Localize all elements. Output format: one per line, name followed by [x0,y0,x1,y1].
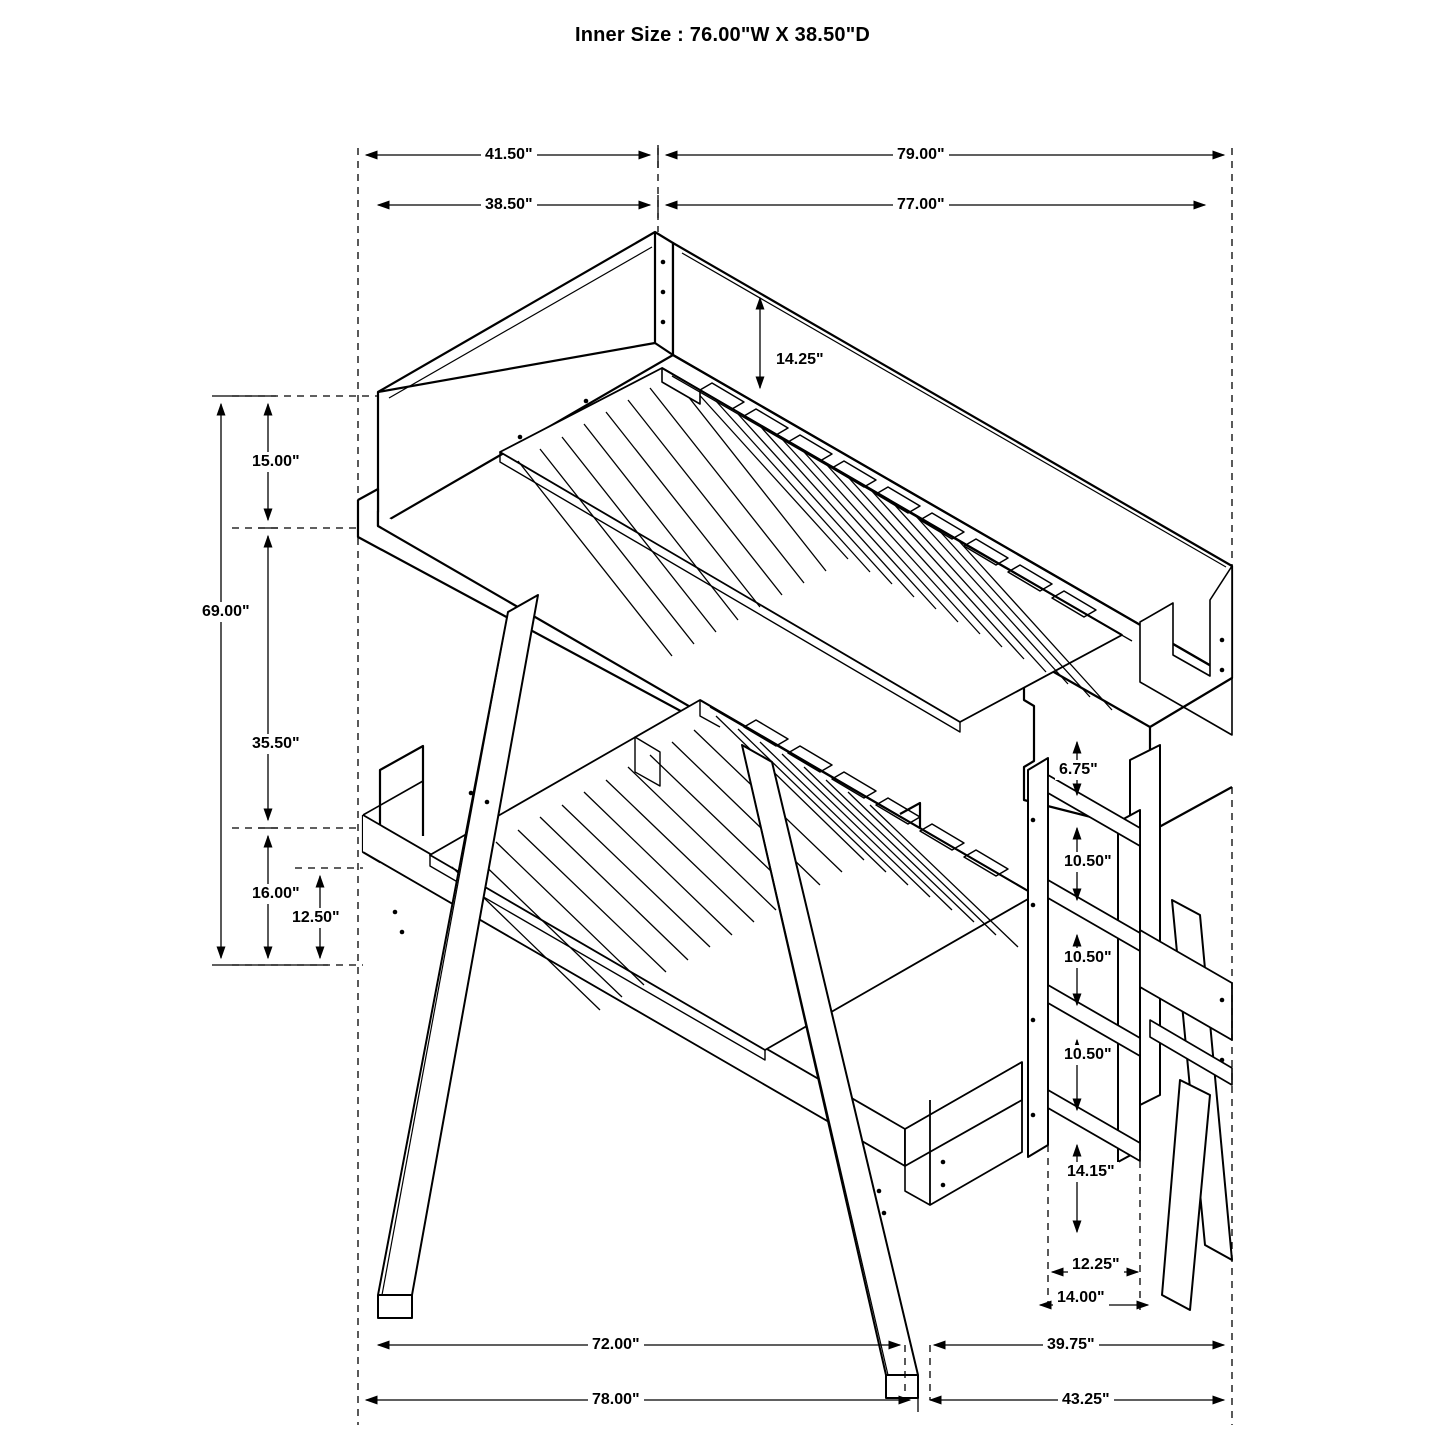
dim-ladder-step-1: 10.50" [1060,852,1116,872]
dim-ladder-bottom-height: 14.15" [1063,1162,1119,1182]
dim-upper-deck-height: 35.50" [248,734,304,754]
dim-bottom-right-outer: 43.25" [1058,1390,1114,1410]
dim-bottom-right-inner: 39.75" [1043,1335,1099,1355]
dim-top-inner-right: 77.00" [893,195,949,215]
dim-upper-guard-clearance: 14.25" [772,350,828,370]
dim-overall-height: 69.00" [198,602,254,622]
dim-lower-deck-height: 12.50" [288,908,344,928]
dim-bottom-left-inner: 72.00" [588,1335,644,1355]
dim-lower-rail-height: 16.00" [248,884,304,904]
dim-ladder-step-3: 10.50" [1060,1045,1116,1065]
dim-top-outer-left: 41.50" [481,145,537,165]
page-title: Inner Size : 76.00"W X 38.50"D [574,24,871,46]
dim-top-inner-left: 38.50" [481,195,537,215]
dim-top-outer-right: 79.00" [893,145,949,165]
dim-upper-rail-height: 15.00" [248,452,304,472]
dim-bottom-left-outer: 78.00" [588,1390,644,1410]
dim-ladder-step-2: 10.50" [1060,948,1116,968]
dim-ladder-top-gap: 6.75" [1055,760,1102,780]
dim-ladder-step-inner-width: 12.25" [1068,1255,1124,1275]
dim-ladder-step-outer-width: 14.00" [1053,1288,1109,1308]
